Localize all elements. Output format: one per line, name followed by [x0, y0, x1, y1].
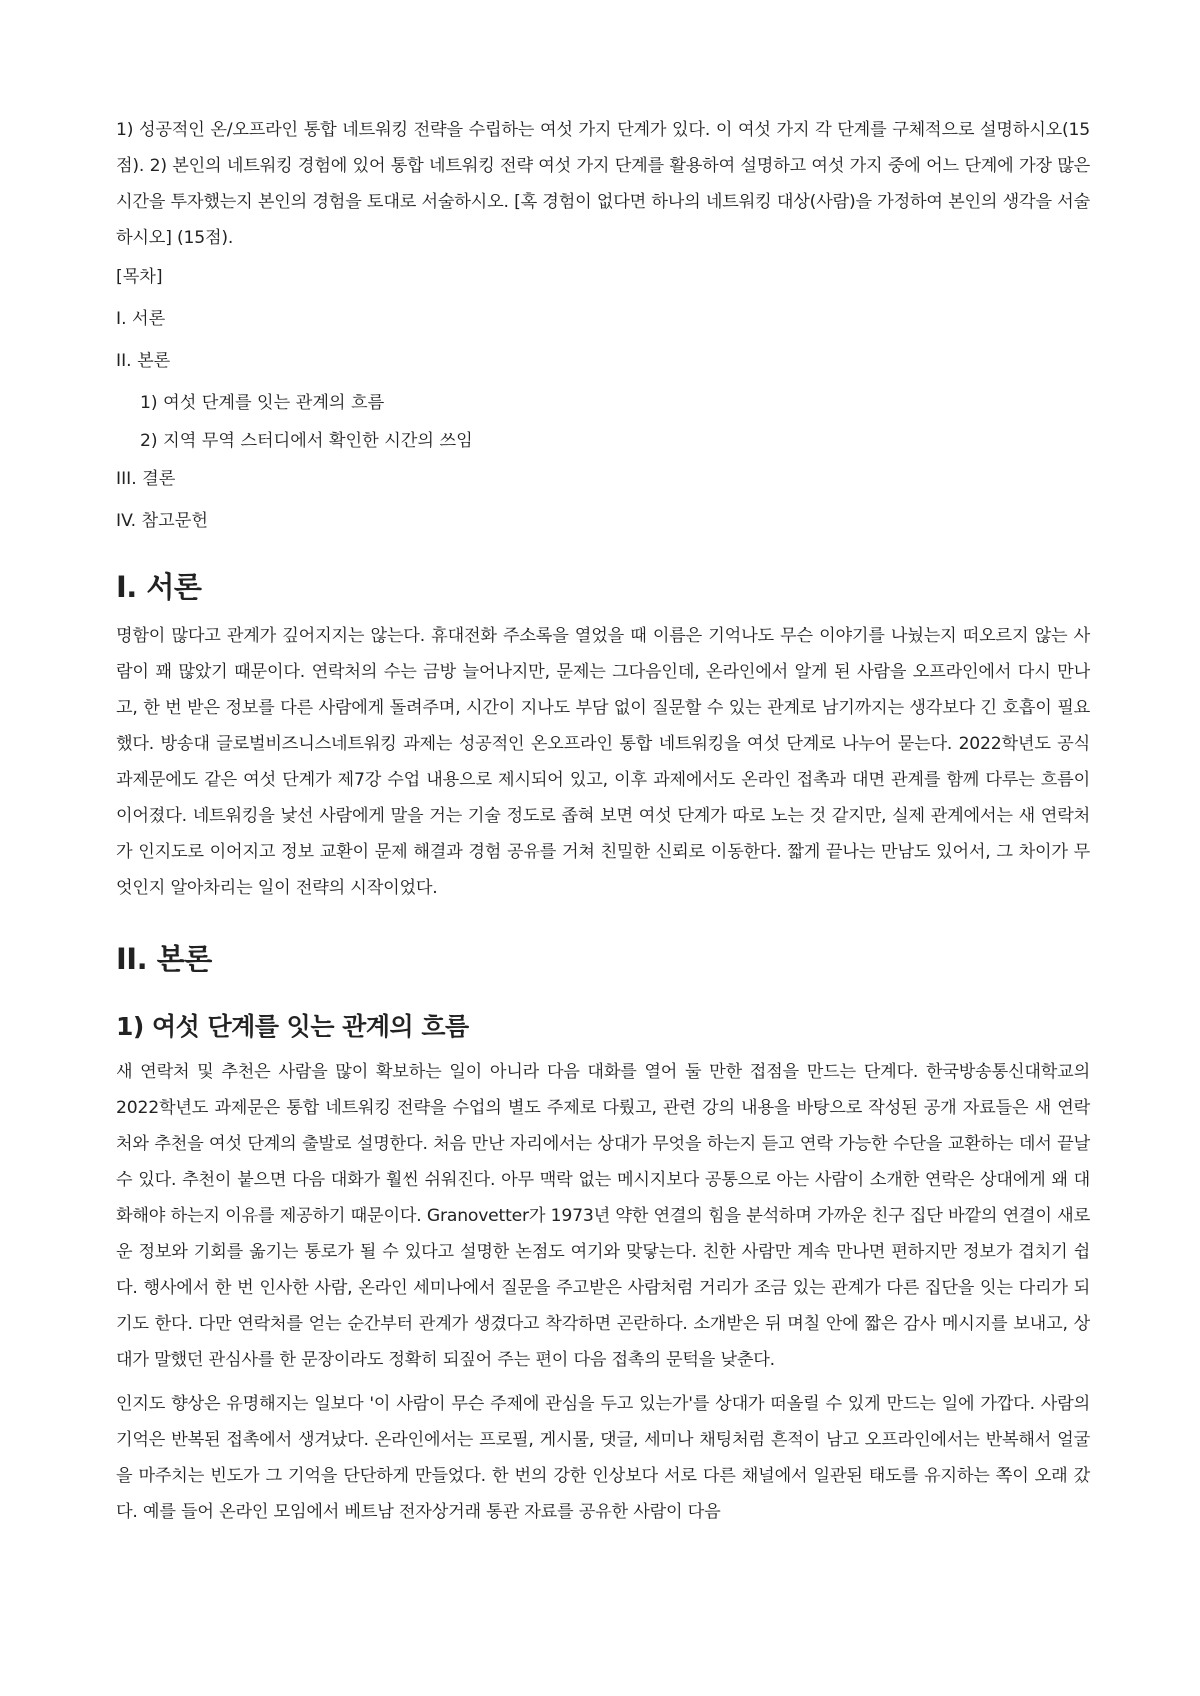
toc-item-references: IV. 참고문헌	[116, 511, 208, 531]
body-paragraph-2: 인지도 향상은 유명해지는 일보다 '이 사람이 무슨 주제에 관심을 두고 있는가'를 상대가 떠올릴 수 있게 만드는 일에 가깝다. 사람의 기억은 반복된 접촉에서 생겨났다. 온라인에서는 프로필, 게시물, 댓글, 세미나 채팅처럼 흔적이 남고 오프라인에서는 반복해서 얼굴을 마주치는 빈도가 그 기억을 단단하게 만들었다. 한 번의 강한 인상보다 서로 다른 채널에서 일관된 태도를 유지하는 쪽이 오래 갔다. 예를 들어 온라인 모임에서 베트남 전자상거래 통관 자료를 공유한 사람이 다음	[116, 1394, 1090, 1522]
document-content	[116, 112, 1090, 1538]
toc-heading: [목차]	[116, 267, 163, 287]
section-heading-body: II. 본론	[116, 942, 212, 976]
body-paragraph-1: 새 연락처 및 추천은 사람을 많이 확보하는 일이 아니라 다음 대화를 열어 둘 만한 접점을 만드는 단계다. 한국방송통신대학교의 2022학년도 과제문은 통합 네트워킹 전략을 수업의 별도 주제로 다뤘고, 관련 강의 내용을 바탕으로 작성된 공개 자료들은 새 연락처와 추천을 여섯 단계의 출발로 설명한다. 처음 만난 자리에서는 상대가 무엇을 하는지 듣고 연락 가능한 수단을 교환하는 데서 끝날 수 있다. 추천이 붙으면 다음 대화가 훨씬 쉬워진다. 아무 맥락 없는 메시지보다 공통으로 아는 사람이 소개한 연락은 상대에게 왜 대화해야 하는지 이유를 제공하기 때문이다. Granovetter가 1973년 약한 연결의 힘을 분석하며 가까운 친구 집단 바깥의 연결이 새로운 정보와 기회를 옮기는 통로가 될 수 있다고 설명한 논점도 여기와 맞닿는다. 친한 사람만 계속 만나면 편하지만 정보가 겹치기 쉽다. 행사에서 한 번 인사한 사람, 온라인 세미나에서 질문을 주고받은 사람처럼 거리가 조금 있는 관계가 다른 집단을 잇는 다리가 되기도 한다. 다만 연락처를 얻는 순간부터 관계가 생겼다고 착각하면 곤란하다. 소개받은 뒤 며칠 안에 짧은 감사 메시지를 보내고, 상대가 말했던 관심사를 한 문장이라도 정확히 되짚어 주는 편이 다음 접촉의 문턱을 낮춘다.	[116, 1062, 1090, 1370]
introduction-paragraph: 명함이 많다고 관계가 깊어지지는 않는다. 휴대전화 주소록을 열었을 때 이름은 기억나도 무슨 이야기를 나눴는지 떠오르지 않는 사람이 꽤 많았기 때문이다. 연락처의 수는 금방 늘어나지만, 문제는 그다음인데, 온라인에서 알게 된 사람을 오프라인에서 다시 만나고, 한 번 받은 정보를 다른 사람에게 돌려주며, 시간이 지나도 부담 없이 질문할 수 있는 관계로 남기까지는 생각보다 긴 호흡이 필요했다. 방송대 글로벌비즈니스네트워킹 과제는 성공적인 온오프라인 통합 네트워킹을 여섯 단계로 나누어 묻는다. 2022학년도 공식 과제문에도 같은 여섯 단계가 제7강 수업 내용으로 제시되어 있고, 이후 과제에서도 온라인 접촉과 대면 관계를 함께 다루는 흐름이 이어졌다. 네트워킹을 낯선 사람에게 말을 거는 기술 정도로 좁혀 보면 여섯 단계가 따로 노는 것 같지만, 실제 관계에서는 새 연락처가 인지도로 이어지고 정보 교환이 문제 해결과 경험 공유를 거쳐 친밀한 신뢰로 이동한다. 짧게 끝나는 만남도 있어서, 그 차이가 무엇인지 알아차리는 일이 전략의 시작이었다.	[116, 626, 1090, 898]
assignment-prompt: 1) 성공적인 온/오프라인 통합 네트워킹 전략을 수립하는 여섯 가지 단계가 있다. 이 여섯 가지 각 단계를 구체적으로 설명하시오(15점). 2) 본인의 네트워킹 경험에 있어 통합 네트워킹 전략 여섯 가지 단계를 활용하여 설명하고 여섯 가지 중에 어느 단계에 가장 많은 시간을 투자했는지 본인의 경험을 토대로 서술하시오. [혹 경험이 없다면 하나의 네트워킹 대상(사람)을 가정하여 본인의 생각을 서술하시오] (15점).	[116, 120, 1090, 248]
toc-item-introduction: I. 서론	[116, 309, 166, 329]
section-heading-introduction: I. 서론	[116, 570, 202, 604]
table-of-contents	[116, 264, 1090, 534]
toc-item-body: II. 본론	[116, 351, 171, 371]
subsection-heading-six-stages: 1) 여섯 단계를 잇는 관계의 흐름	[116, 1012, 469, 1041]
toc-item-body-sub2: 2) 지역 무역 스터디에서 확인한 시간의 쓰임	[140, 431, 473, 451]
toc-item-body-sub1: 1) 여섯 단계를 잇는 관계의 흐름	[140, 393, 385, 413]
toc-item-conclusion: III. 결론	[116, 469, 176, 489]
